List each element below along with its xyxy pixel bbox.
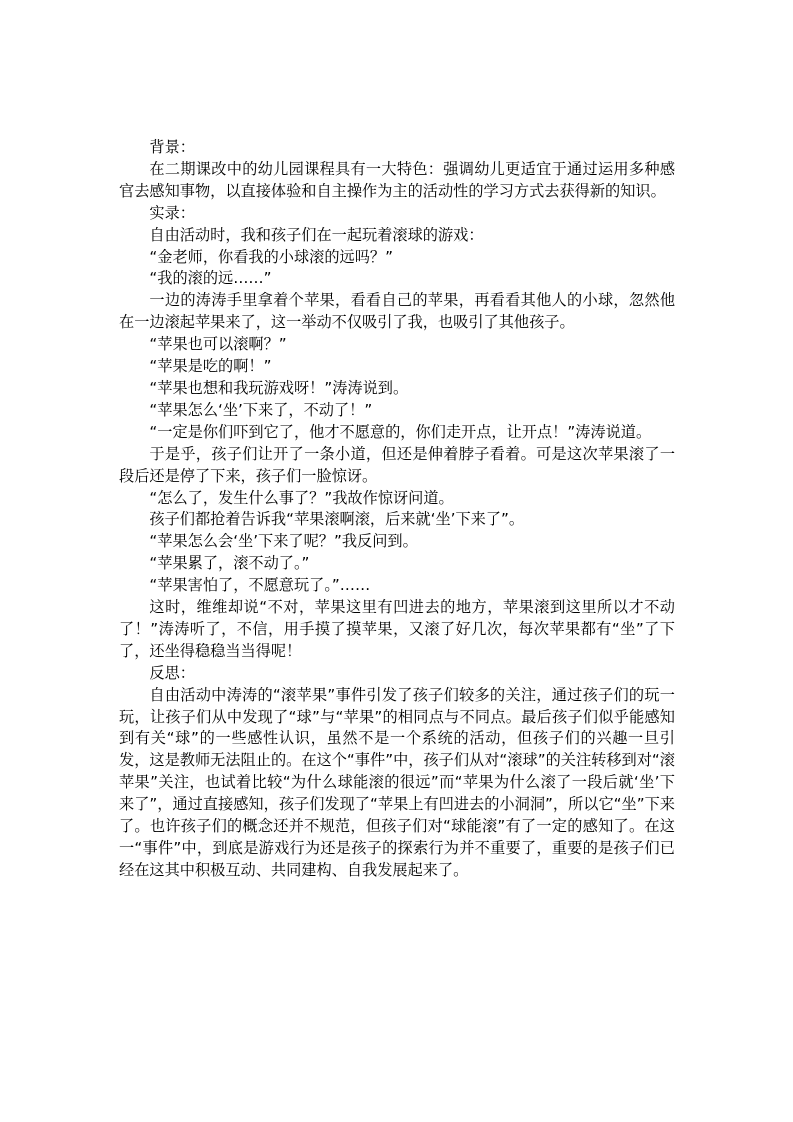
dialogue-line: “苹果害怕了，不愿意玩了。”…… [149, 576, 371, 595]
paragraph-record-intro: 自由活动时，我和孩子们在一起玩着滚球的游戏： [149, 225, 484, 244]
paragraph-weiwei-explains: 这时，维维却说“不对，苹果这里有凹进去的地方，苹果滚到这里所以才不动了！”涛涛听了，不信，用手摸了摸苹果，又滚了好几次，每次苹果都有“坐”了下了，还坐得稳稳当当得呢！ [119, 598, 675, 660]
dialogue-line: “我的滚的远……” [149, 269, 272, 288]
paragraph-reflection-text: 自由活动中涛涛的“滚苹果”事件引发了孩子们较多的关注，通过孩子们的玩一玩，让孩子们从中发现了“球”与“苹果”的相同点与不同点。最后孩子们似乎能感知到有关“球”的一些感性认识，虽然不是一个系统的活动，但孩子们的兴趣一旦引发，这是教师无法阻止的。在这个“事件”中，孩子们从对“滚球”的关注转移到对“滚苹果”关注，也试着比较“为什么球能滚的很远”而“苹果为什么滚了一段后就‘坐’下来了”，通过直接感知，孩子们发现了“苹果上有凹进去的小洞洞”，所以它“坐”下来了。也许孩子们的概念还并不规范，但孩子们对“球能滚”有了一定的感知了。在这一“事件”中，到底是游戏行为还是孩子的探索行为并不重要了，重要的是孩子们已经在这其中积极互动、共同建构、自我发展起来了。 [119, 685, 675, 879]
dialogue-line: “苹果累了，滚不动了。” [149, 554, 310, 573]
dialogue-line: 孩子们都抢着告诉我“苹果滚啊滚，后来就‘坐’下来了”。 [149, 510, 525, 529]
paragraph-taotao-rolls-apple: 一边的涛涛手里拿着个苹果，看看自己的苹果，再看看其他人的小球，忽然他在一边滚起苹果来了，这一举动不仅吸引了我，也吸引了其他孩子。 [119, 291, 675, 332]
dialogue-line: “苹果也可以滚啊？” [149, 335, 287, 354]
document-body [119, 137, 675, 882]
dialogue-line: “苹果也想和我玩游戏呀！”涛涛说到。 [149, 378, 409, 397]
dialogue-line: “苹果怎么会‘坐’下来了呢？”我反问到。 [149, 532, 418, 551]
paragraph-children-make-way: 于是乎，孩子们让开了一条小道，但还是伸着脖子看着。可是这次苹果滚了一段后还是停了下来，孩子们一脸惊讶。 [119, 444, 675, 485]
heading-background: 背景： [149, 138, 195, 156]
heading-record: 实录： [149, 203, 195, 222]
paragraph-background-text: 在二期课改中的幼儿园课程具有一大特色：强调幼儿更适宜于通过运用多种感官去感知事物，以直接体验和自主操作为主的活动性的学习方式去获得新的知识。 [119, 159, 675, 200]
dialogue-line: “苹果是吃的啊！” [149, 357, 272, 376]
dialogue-line: “金老师，你看我的小球滚的远吗？” [149, 247, 393, 266]
dialogue-line: “苹果怎么‘坐’下来了，不动了！” [149, 400, 373, 419]
heading-reflection: 反思： [149, 663, 195, 682]
dialogue-line: “一定是你们吓到它了，他才不愿意的，你们走开点，让开点！”涛涛说道。 [149, 422, 652, 441]
dialogue-line: “怎么了，发生什么事了？”我故作惊讶问道。 [149, 488, 454, 507]
